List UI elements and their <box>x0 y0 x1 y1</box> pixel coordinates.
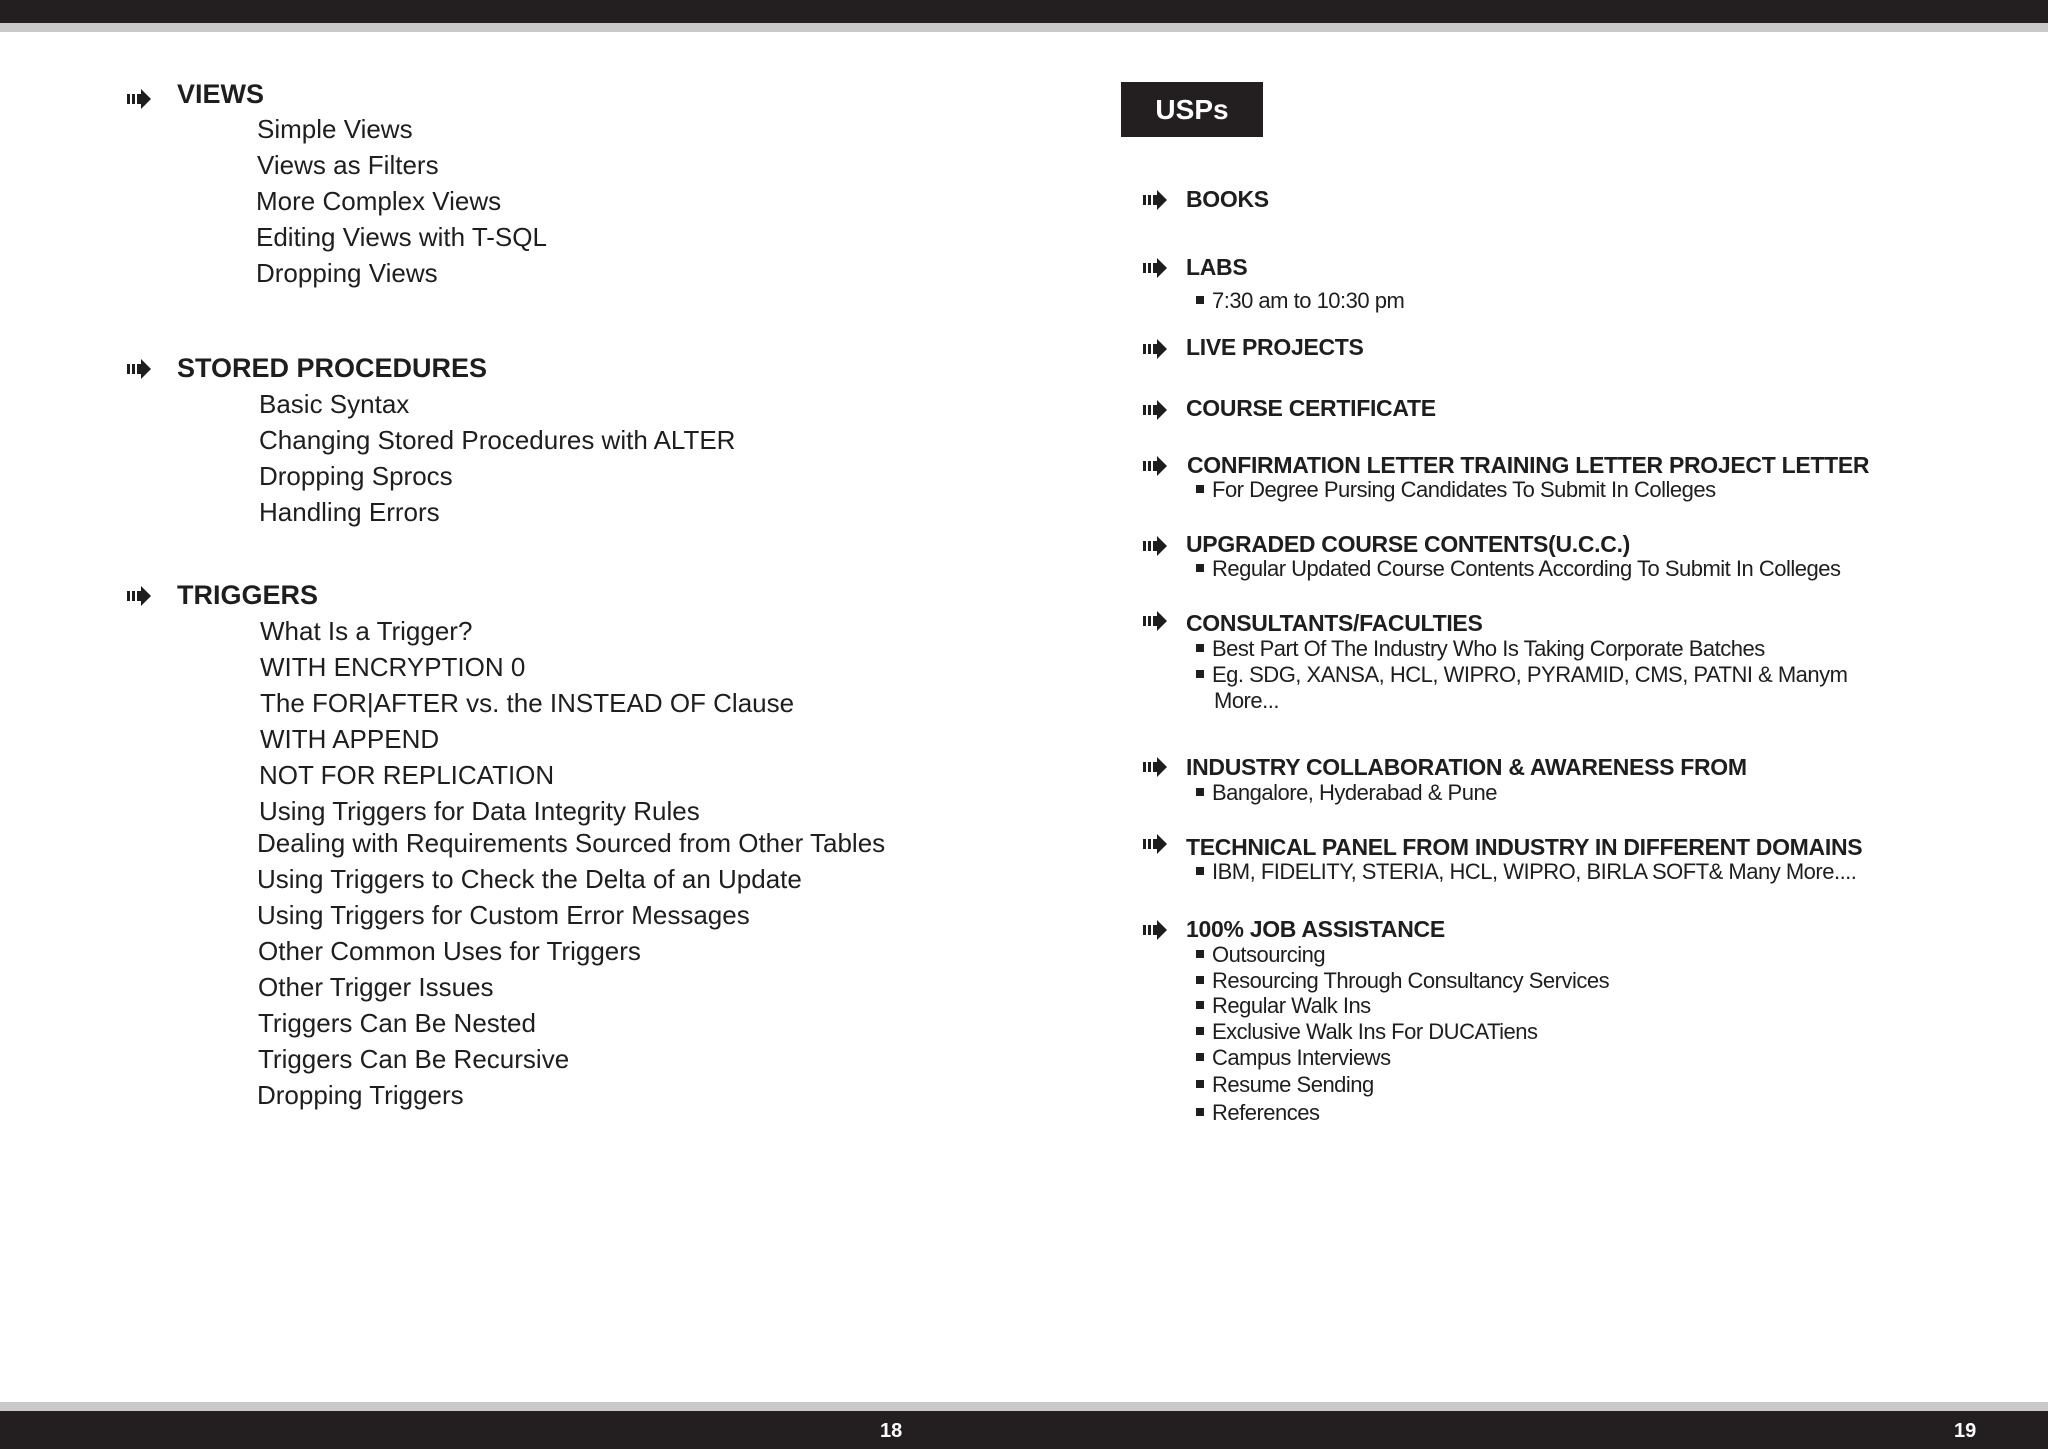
usp-title: INDUSTRY COLLABORATION & AWARENESS FROM <box>1186 754 1747 780</box>
list-item: What Is a Trigger? <box>260 616 473 646</box>
section-title-stored-procedures: STORED PROCEDURES <box>177 353 488 383</box>
arrow-bullet-icon <box>1142 256 1168 280</box>
square-bullet-icon <box>1196 1027 1204 1035</box>
arrow-bullet-icon <box>1142 755 1168 779</box>
square-bullet-icon <box>1196 564 1204 572</box>
usp-title: COURSE CERTIFICATE <box>1186 395 1436 421</box>
arrow-bullet-icon <box>126 357 152 381</box>
list-item: Simple Views <box>257 114 413 144</box>
arrow-bullet-icon <box>1142 918 1168 942</box>
list-item: Triggers Can Be Recursive <box>258 1044 570 1074</box>
square-bullet-icon <box>1196 1108 1204 1116</box>
usp-title: CONFIRMATION LETTER TRAINING LETTER PROJECT LETTER <box>1187 452 1870 478</box>
usp-item: Resume Sending <box>1196 1072 1374 1098</box>
list-item: WITH ENCRYPTION 0 <box>260 652 526 682</box>
square-bullet-icon <box>1196 867 1204 875</box>
usp-item-continuation: More... <box>1214 688 1279 713</box>
list-item: Dropping Sprocs <box>259 461 453 491</box>
square-bullet-icon <box>1196 670 1204 678</box>
list-item: The FOR|AFTER vs. the INSTEAD OF Clause <box>260 688 795 718</box>
top-bar <box>0 0 2048 23</box>
usp-item: Regular Walk Ins <box>1196 993 1371 1019</box>
usp-item: Bangalore, Hyderabad & Pune <box>1196 780 1497 806</box>
usps-heading-box <box>1121 82 1263 137</box>
arrow-bullet-icon <box>1142 337 1168 361</box>
arrow-bullet-icon <box>1142 398 1168 422</box>
bottom-grey-stripe <box>0 1402 2048 1411</box>
usp-item: Best Part Of The Industry Who Is Taking Corporate Batches <box>1196 636 1765 662</box>
square-bullet-icon <box>1196 788 1204 796</box>
usp-item: Outsourcing <box>1196 942 1325 968</box>
section-title-views: VIEWS <box>177 79 265 109</box>
page-number-right: 19 <box>1954 1420 1977 1442</box>
usp-item: 7:30 am to 10:30 pm <box>1196 288 1404 314</box>
list-item: Using Triggers for Custom Error Messages <box>257 900 750 930</box>
list-item: Basic Syntax <box>259 389 410 419</box>
arrow-bullet-icon <box>126 87 152 111</box>
arrow-bullet-icon <box>1142 609 1168 633</box>
square-bullet-icon <box>1196 296 1204 304</box>
list-item: Dealing with Requirements Sourced from Other Tables <box>257 828 886 858</box>
usp-item: References <box>1196 1100 1320 1126</box>
usp-item: Campus Interviews <box>1196 1045 1391 1071</box>
square-bullet-icon <box>1196 644 1204 652</box>
list-item: Using Triggers to Check the Delta of an Update <box>257 864 802 894</box>
page-number-left: 18 <box>880 1420 903 1442</box>
list-item: Using Triggers for Data Integrity Rules <box>259 796 700 826</box>
top-grey-stripe <box>0 23 2048 32</box>
list-item: Views as Filters <box>257 150 439 180</box>
list-item: Other Common Uses for Triggers <box>258 936 641 966</box>
section-title-triggers: TRIGGERS <box>177 580 319 610</box>
usp-title: BOOKS <box>1186 186 1269 212</box>
list-item: Dropping Views <box>256 258 438 288</box>
arrow-bullet-icon <box>1142 454 1168 478</box>
usp-title: UPGRADED COURSE CONTENTS(U.C.C.) <box>1186 531 1631 557</box>
list-item: Changing Stored Procedures with ALTER <box>259 425 736 455</box>
list-item: NOT FOR REPLICATION <box>259 760 555 790</box>
list-item: Handling Errors <box>259 497 440 527</box>
square-bullet-icon <box>1196 1001 1204 1009</box>
list-item: More Complex Views <box>256 186 502 216</box>
square-bullet-icon <box>1196 976 1204 984</box>
usp-title: LABS <box>1186 254 1248 280</box>
square-bullet-icon <box>1196 1080 1204 1088</box>
usp-title: TECHNICAL PANEL FROM INDUSTRY IN DIFFERENT DOMAINS <box>1186 834 1863 860</box>
usp-item: IBM, FIDELITY, STERIA, HCL, WIPRO, BIRLA SOFT& Many More.... <box>1196 859 1856 885</box>
usp-title: 100% JOB ASSISTANCE <box>1186 916 1445 942</box>
list-item: Editing Views with T-SQL <box>256 222 547 252</box>
square-bullet-icon <box>1196 950 1204 958</box>
usp-item: Eg. SDG, XANSA, HCL, WIPRO, PYRAMID, CMS, PATNI & Manym <box>1196 662 1847 688</box>
usp-title: CONSULTANTS/FACULTIES <box>1186 610 1483 636</box>
bottom-bar <box>0 1411 2048 1449</box>
list-item: WITH APPEND <box>260 724 440 754</box>
arrow-bullet-icon <box>1142 832 1168 856</box>
list-item: Triggers Can Be Nested <box>258 1008 536 1038</box>
list-item: Other Trigger Issues <box>258 972 494 1002</box>
usps-heading: USPs <box>1155 94 1229 125</box>
arrow-bullet-icon <box>1142 534 1168 558</box>
square-bullet-icon <box>1196 485 1204 493</box>
usp-title: LIVE PROJECTS <box>1186 334 1364 360</box>
usp-item: For Degree Pursing Candidates To Submit In Colleges <box>1196 477 1716 503</box>
usp-item: Resourcing Through Consultancy Services <box>1196 968 1609 994</box>
square-bullet-icon <box>1196 1053 1204 1061</box>
arrow-bullet-icon <box>126 584 152 608</box>
list-item: Dropping Triggers <box>257 1080 464 1110</box>
usp-item: Exclusive Walk Ins For DUCATiens <box>1196 1019 1537 1045</box>
arrow-bullet-icon <box>1142 188 1168 212</box>
usp-item: Regular Updated Course Contents According To Submit In Colleges <box>1196 556 1840 582</box>
